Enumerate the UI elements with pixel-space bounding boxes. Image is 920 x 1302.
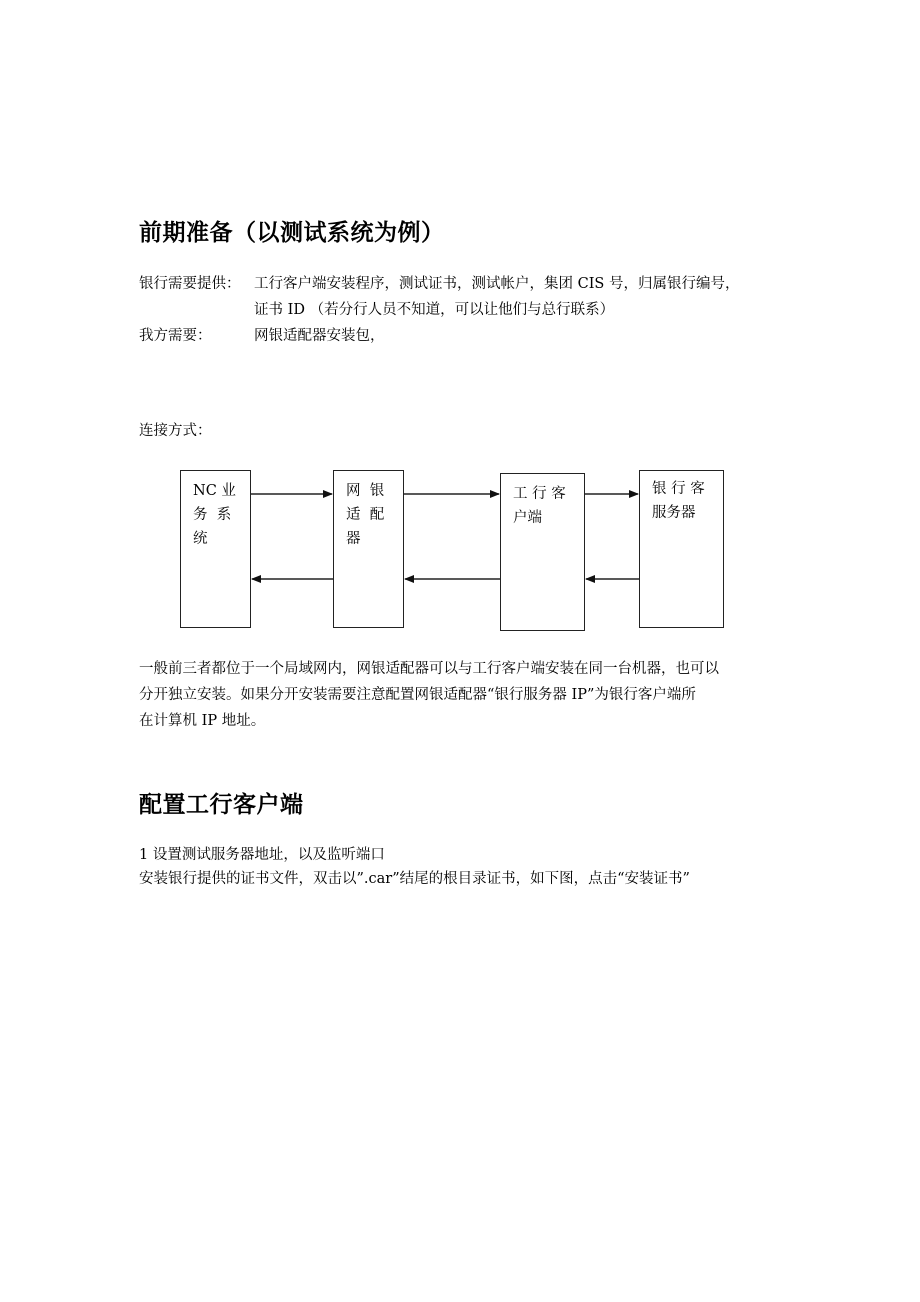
section-title-configure-client: 配置工行客户端 — [139, 792, 304, 818]
connection-desc-line2: 分开独立安装。如果分开安装需要注意配置网银适配器“银行服务器 IP”为银行客户端所 — [139, 687, 696, 703]
bank-provides-line1: 工行客户端安装程序，测试证书，测试帐户，集团 CIS 号，归属银行编号， — [254, 276, 740, 292]
section-title-preparation: 前期准备（以测试系统为例） — [139, 220, 445, 246]
box-adapter-line1: 网 银 — [346, 483, 385, 499]
box-server-line2: 服务器 — [652, 505, 696, 521]
box-nc-line1: NC 业 — [193, 483, 236, 499]
bank-provides-label: 银行需要提供： — [139, 276, 241, 292]
we-need-value: 网银适配器安装包， — [254, 328, 385, 344]
box-adapter-line3: 器 — [346, 531, 361, 547]
step1-title: 1 设置测试服务器地址，以及监听端口 — [139, 847, 385, 863]
connection-desc-line3: 在计算机 IP 地址。 — [139, 713, 266, 729]
we-need-label: 我方需要： — [139, 328, 212, 344]
connection-label: 连接方式： — [139, 423, 212, 439]
box-nc-line3: 统 — [193, 531, 208, 547]
bank-provides-line2: 证书 ID （若分行人员不知道，可以让他们与总行联系） — [254, 302, 615, 318]
box-client-line1: 工 行 客 — [513, 486, 566, 502]
step1-detail: 安装银行提供的证书文件，双击以”.car”结尾的根目录证书，如下图，点击“安装证书” — [139, 871, 690, 887]
box-server-line1: 银 行 客 — [652, 481, 705, 497]
box-adapter-line2: 适 配 — [346, 507, 385, 523]
box-nc-line2: 务 系 — [193, 507, 232, 523]
connection-desc-line1: 一般前三者都位于一个局域网内，网银适配器可以与工行客户端安装在同一台机器，也可以 — [139, 661, 719, 677]
box-client-line2: 户端 — [513, 510, 542, 526]
